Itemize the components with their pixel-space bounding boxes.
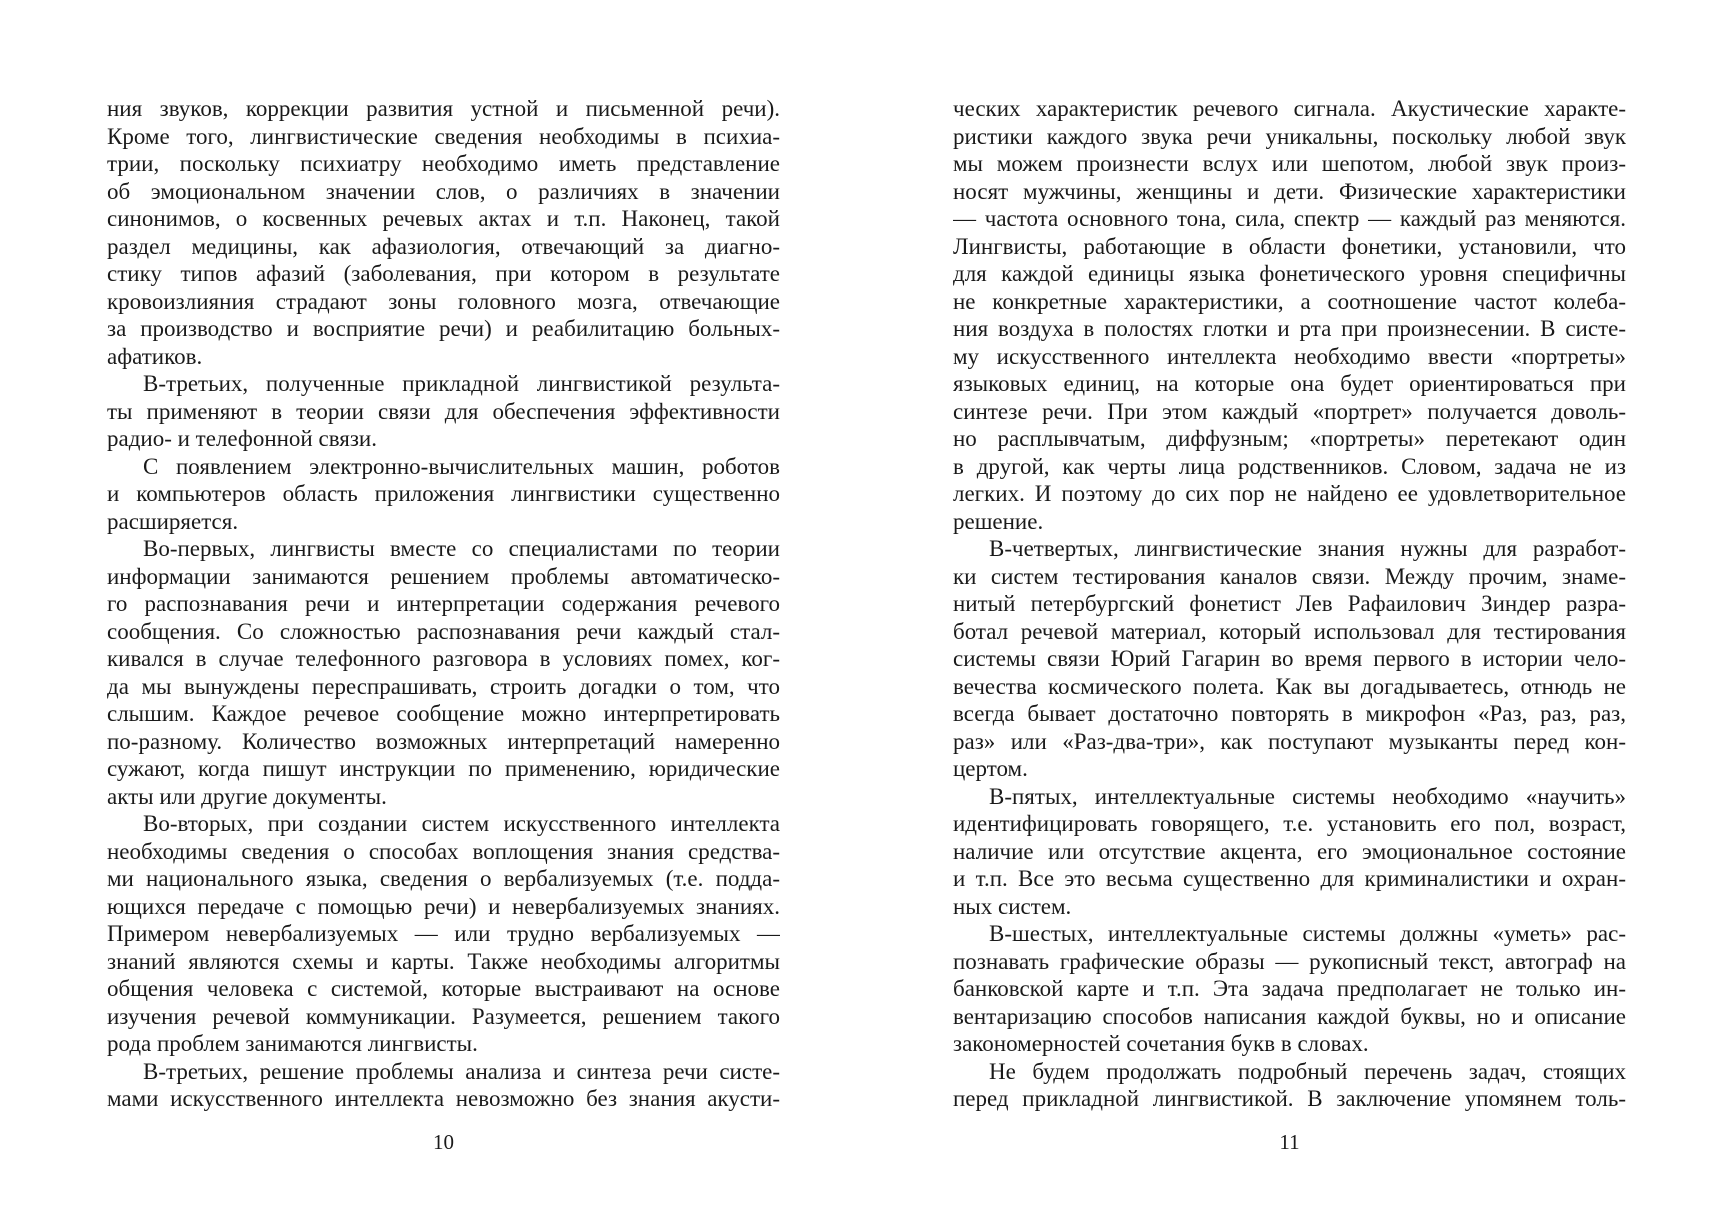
text-line: для каждой единицы языка фонетического уровня специфичны — [953, 261, 1626, 286]
text-line: Примером невербализуемых — или трудно вербализуемых — — [107, 921, 780, 946]
text-line: синтезе речи. При этом каждый «портрет» получается доволь- — [953, 398, 1626, 424]
text-line: го распознавания речи и интерпретации содержания речевого — [107, 591, 780, 616]
text-line: да мы вынуждены переспрашивать, строить догадки о том, что — [107, 673, 780, 699]
text-line: информации занимаются решением проблемы автоматическо- — [107, 563, 780, 589]
text-line: В-шестых, интеллектуальные системы должны «уметь» рас- — [989, 921, 1626, 946]
text-line: афатиков. — [107, 343, 203, 369]
text-line: легких. И поэтому до сих пор не найдено ее удовлетворительное — [953, 481, 1626, 506]
text-line: ки систем тестирования каналов связи. Между прочим, знаме- — [953, 563, 1626, 589]
text-line: системы связи Юрий Гагарин во время первого в истории чело- — [953, 646, 1626, 671]
text-line: ющихся передаче с помощью речи) и невербализуемых знаниях. — [107, 893, 780, 919]
text-line: по-разному. Количество возможных интерпретаций намеренно — [107, 728, 780, 754]
text-line: ния звуков, коррекции развития устной и письменной речи). — [107, 96, 780, 121]
text-line: ботал речевой материал, который использовал для тестирования — [953, 618, 1626, 644]
text-line: му искусственного интеллекта необходимо ввести «портреты» — [953, 343, 1626, 369]
text-line: Не будем продолжать подробный перечень задач, стоящих — [989, 1058, 1626, 1084]
text-line: кивался в случае телефонного разговора в условиях помех, ког- — [107, 646, 780, 671]
text-line: носят мужчины, женщины и дети. Физические характеристики — [953, 178, 1626, 204]
text-line: но расплывчатым, диффузным; «портреты» перетекают один — [953, 426, 1626, 451]
text-line: Лингвисты, работающие в области фонетики, установили, что — [953, 233, 1626, 259]
text-line: за производство и восприятие речи) и реабилитацию больных- — [107, 316, 780, 341]
right-page-text — [953, 95, 1626, 1113]
left-page-text — [107, 95, 780, 1113]
text-line: трии, поскольку психиатру необходимо иметь представление — [107, 151, 780, 176]
text-line: наличие или отсутствие акцента, его эмоциональное состояние — [953, 838, 1626, 864]
text-line: Во-первых, лингвисты вместе со специалистами по теории — [143, 536, 780, 561]
text-line: необходимы сведения о способах воплощения знания средства- — [107, 838, 780, 864]
text-line: ния воздуха в полостях глотки и рта при произнесении. В систе- — [953, 316, 1626, 341]
text-line: об эмоциональном значении слов, о различиях в значении — [107, 178, 780, 204]
text-line: синонимов, о косвенных речевых актах и т.п. Наконец, такой — [107, 206, 780, 231]
text-line: ристики каждого звука речи уникальны, поскольку любой звук — [953, 123, 1626, 149]
right-page-number: 11 — [1279, 1130, 1300, 1154]
text-line: рода проблем занимаются лингвисты. — [107, 1031, 478, 1056]
text-line: В-третьих, полученные прикладной лингвистикой результа- — [143, 371, 780, 396]
text-line: всегда бывает достаточно повторять в микрофон «Раз, раз, раз, — [953, 701, 1626, 726]
text-line: нитый петербургский фонетист Лев Рафаилович Зиндер разра- — [953, 591, 1626, 616]
text-line: раздел медицины, как афазиология, отвечающий за диагно- — [107, 233, 780, 259]
text-line: познавать графические образы — рукописный текст, автограф на — [953, 948, 1626, 974]
text-line: в другой, как черты лица родственников. Словом, задача не из — [953, 453, 1626, 479]
text-line: и компьютеров область приложения лингвистики существенно — [107, 481, 780, 506]
text-line: ных систем. — [953, 893, 1072, 919]
text-line: В-четвертых, лингвистические знания нужны для разработ- — [989, 536, 1626, 561]
text-line: решение. — [953, 508, 1044, 534]
text-line: мами искусственного интеллекта невозможно без знания акусти- — [107, 1086, 780, 1111]
text-line: языковых единиц, на которые она будет ориентироваться при — [953, 371, 1626, 396]
text-line: Во-вторых, при создании систем искусственного интеллекта — [143, 811, 780, 836]
text-line: раз» или «Раз-два-три», как поступают музыканты перед кон- — [953, 728, 1626, 754]
text-line: не конкретные характеристики, а соотношение частот колеба- — [953, 288, 1626, 314]
text-line: расширяется. — [107, 508, 239, 534]
text-line: радио- и телефонной связи. — [107, 426, 377, 451]
text-line: изучения речевой коммуникации. Разумеется, решением такого — [107, 1003, 780, 1029]
text-line: мы можем произнести вслух или шепотом, любой звук произ- — [953, 151, 1626, 176]
left-page-number: 10 — [433, 1130, 454, 1154]
text-line: вечества космического полета. Как вы догадываетесь, отнюдь не — [953, 673, 1626, 699]
text-line: стику типов афазий (заболевания, при котором в результате — [107, 261, 780, 286]
text-line: ми национального языка, сведения о вербализуемых (т.е. подда- — [107, 866, 780, 891]
text-line: сообщения. Со сложностью распознавания речи каждый стал- — [107, 618, 780, 644]
text-line: В-третьих, решение проблемы анализа и синтеза речи систе- — [143, 1058, 780, 1084]
text-line: знаний являются схемы и карты. Также необходимы алгоритмы — [107, 948, 780, 974]
text-line: идентифицировать говорящего, т.е. установить его пол, возраст, — [953, 811, 1626, 836]
text-line: банковской карте и т.п. Эта задача предполагает не только ин- — [953, 976, 1626, 1001]
text-line: слышим. Каждое речевое сообщение можно интерпретировать — [107, 701, 780, 726]
text-line: кровоизлияния страдают зоны головного мозга, отвечающие — [107, 288, 780, 314]
text-line: вентаризацию способов написания каждой буквы, но и описание — [953, 1003, 1626, 1029]
text-line: ты применяют в теории связи для обеспечения эффективности — [107, 398, 780, 424]
text-line: В-пятых, интеллектуальные системы необходимо «научить» — [989, 783, 1626, 809]
text-line: С появлением электронно-вычислительных машин, роботов — [143, 453, 780, 479]
text-line: цертом. — [953, 756, 1028, 781]
text-line: и т.п. Все это весьма существенно для криминалистики и охран- — [953, 866, 1626, 891]
text-line: общения человека с системой, которые выстраивают на основе — [107, 976, 780, 1001]
text-line: сужают, когда пишут инструкции по применению, юридические — [107, 756, 780, 781]
text-line: акты или другие документы. — [107, 783, 387, 809]
text-line: перед прикладной лингвистикой. В заключение упомянем толь- — [953, 1086, 1626, 1111]
text-line: — частота основного тона, сила, спектр — каждый раз меняются. — [953, 206, 1626, 231]
text-line: ческих характеристик речевого сигнала. Акустические характе- — [953, 96, 1626, 121]
text-line: Кроме того, лингвистические сведения необходимы в психиа- — [107, 123, 780, 149]
text-line: закономерностей сочетания букв в словах. — [953, 1031, 1369, 1056]
